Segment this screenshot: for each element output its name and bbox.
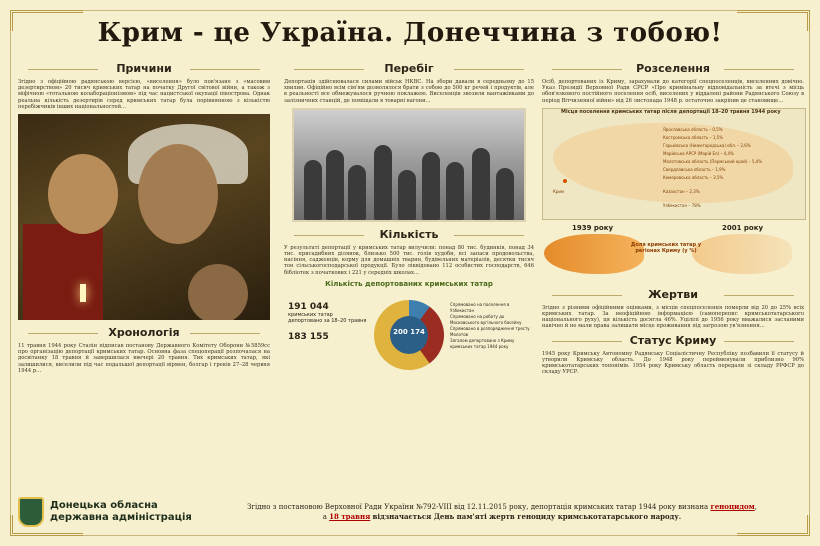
footer-decree: Згідно з постановою Верховної Ради України №792-VIII від 12.11.2015 року, депортація кримських татар 1944 року визнана геноцидом, а 18 травня відзначається День пам'яті жертв геноциду кримськотатарського народу. xyxy=(247,502,757,521)
decree-text: Згідно з постановою Верховної Ради України №792-VIII від 12.11.2015 року, депортація кримських татар 1944 року визнана xyxy=(247,503,709,511)
crimea-year-left: 1939 року xyxy=(572,223,614,232)
section-heading-kilkist: Кількість xyxy=(284,228,534,241)
section-heading-khronologia: Хронологія xyxy=(18,326,270,339)
section-text-prichyny: Згідно з офіційною радянською версією, «виселення» було пов'язане з «масовим дезертирством» 20 тисяч кримських татар на початку Другої світової війни, а також з міфічною «тотальною колабораціонізмом» під час нацистської окупації півострова. Однак реальна кількість дезертирів серед кримських татар була порівнянною з кількістю перебіжчиків інших національностей... xyxy=(18,79,270,110)
donut-center-value: 200 174 xyxy=(393,327,425,336)
map-place: Молотовська область (Пермський край) – 5,4% xyxy=(663,158,763,164)
column-center xyxy=(284,62,534,395)
map-place: Свердловська область – 1,9% xyxy=(663,166,726,172)
column-left xyxy=(18,62,270,378)
section-heading-zhertvy: Жертви xyxy=(542,288,804,301)
decree-genocide-word: геноцидом xyxy=(710,502,755,511)
footer-org: Донецька обласна державна адміністрація xyxy=(50,500,192,523)
section-text-kilkist: У результаті депортації у кримських татар вилучили: понад 80 тис. будинків, понад 34 тис. присадибних ділянок, близько 500 тис. голів худоби, всі запаси продовольства, насіння, садженців, корму для домашніх тварин, будівельних матеріалів, десятки тисяч тон сільськогосподарської продукції. Було ліквідовано 112 особистих господарств, 646 бібліотек з початкових і 221 у середніх школах... xyxy=(284,244,534,276)
crimea-year-right: 2001 року xyxy=(722,223,764,232)
map-place: Марійська АРСР (Марій Ел) – 4,4% xyxy=(663,150,734,156)
chart-left-values xyxy=(288,302,368,342)
section-heading-perebig: Перебіг xyxy=(284,62,534,75)
section-text-roselennia: Осіб, депортованих із Криму, зарахували до категорії спецпоселенців, виселенних довічно. Указ Президії Верховної Ради СРСР «Про кримінальну відповідальність за втечі з місць обов'язкового постійного поселення осіб, виселених у віддалені райони Радянського Союзу в період Вітчизняної війни» від 26 листопада 1948 р. остаточно закріпив це становище... xyxy=(542,79,804,104)
section-text-khronologia: 11 травня 1944 року Сталін підписав постанову Державного Комітету Оборони №5859сс про організацію депортації кримських татар. Основна фаза спецоперації розпочалася на досвітанку 18 травня й завершилася ввечері 20 травня. Тих кримських татар, які залишилися, виселили під час подальшої депортації вірмен, болгар і греків 27–28 червня 1944 р... xyxy=(18,343,270,374)
painting-image xyxy=(18,114,270,320)
map-place: Казахстан – 2,3% xyxy=(663,188,700,194)
chart-note: Спрямовано в розпорядження тресту Молотов xyxy=(450,325,530,337)
chart-total: 191 044 xyxy=(288,301,329,312)
column-right xyxy=(542,62,804,379)
donetsk-emblem-icon xyxy=(18,497,44,527)
deportation-chart xyxy=(284,280,534,395)
map-place: Узбекистан – 78% xyxy=(663,202,701,208)
section-text-status: 1945 року Кримську Автономну Радянську Соціалістичну Республіку позбавили її статусу й утворили Кримську область. До 1948 року перейменували приблизно 90% кримськотатарських топонімів. 1954 року Кримську область передали зі складу РРФСР до складу УРСР. xyxy=(542,350,804,376)
chart-second: 183 155 xyxy=(288,331,329,342)
chart-note: Спрямовано на поселення в Узбекистан xyxy=(450,301,510,313)
map-place: Кемеровська область – 3,5% xyxy=(663,174,724,180)
chart-title: Кількість депортованих кримських татар xyxy=(325,279,493,288)
crimea-map-2001 xyxy=(692,234,792,274)
section-heading-roselennia: Розселення xyxy=(542,62,804,75)
donut-chart xyxy=(374,300,444,370)
section-text-zhertvy: Згідно з різними офіційними оцінками, з місців спецпоселення померли від 20 до 25% всіх кримських татар. За неофіційною інформацією (самоперепис кримськотатарського національного руху), ця кількість досягла 46%. Уцілілі до 1956 року вважалися засланими навічно й не мали права залишати місце проживання під загрозою ув'язнення... xyxy=(542,304,804,330)
footer xyxy=(18,492,804,532)
resettlement-map xyxy=(542,108,806,220)
chart-note: Загалом депортовано з Криму кримських татар 1944 року xyxy=(450,337,515,349)
crimea-map-1939 xyxy=(544,234,644,274)
crimea-center-label: Доля кримських татар у регіонах Криму (у %) xyxy=(630,241,702,254)
map-place: Ярославська область – 0,5% xyxy=(663,126,723,132)
map-place: Горьківська (Нижегородська) обл. – 2,6% xyxy=(663,142,751,148)
chart-right-notes xyxy=(450,302,534,350)
section-heading-status: Статус Криму xyxy=(542,334,804,347)
page-title: Крим - це Україна. Донеччина з тобою! xyxy=(97,18,723,48)
decree-prefix: а xyxy=(322,513,327,521)
map-place: Костромська область – 1,5% xyxy=(663,134,724,140)
section-text-perebig: Депортація здійснювалася силами військ НКВС. На збори давали в середньому до 15 хвилин. Офіційно всім сім'ям дозволялося брати з собою до 500 кг речей і продуктів, але в реальності все обмежувалося ручною поклажею. Виселенців звозили вантажівками до залізничних станцій, де поміщали в товарні вагони... xyxy=(284,79,534,104)
chart-note: Спрямовано на роботу до Московського вугільного басейну xyxy=(450,313,522,325)
decree-text-2: відзначається День пам'яті жертв геноциду кримськотатарського народу. xyxy=(372,512,682,521)
decree-date: 18 травня xyxy=(329,512,371,521)
chart-total-note: кримських татар депортовано за 18–20 травня xyxy=(288,311,367,324)
historical-photo xyxy=(292,108,526,222)
map-crimea-label: Крим xyxy=(553,188,564,194)
map-title: Місця поселення кримських татар після депортації 18–20 травня 1944 року xyxy=(561,108,781,115)
crimea-comparison-maps xyxy=(542,224,804,284)
section-heading-prichyny: Причини xyxy=(18,62,270,75)
